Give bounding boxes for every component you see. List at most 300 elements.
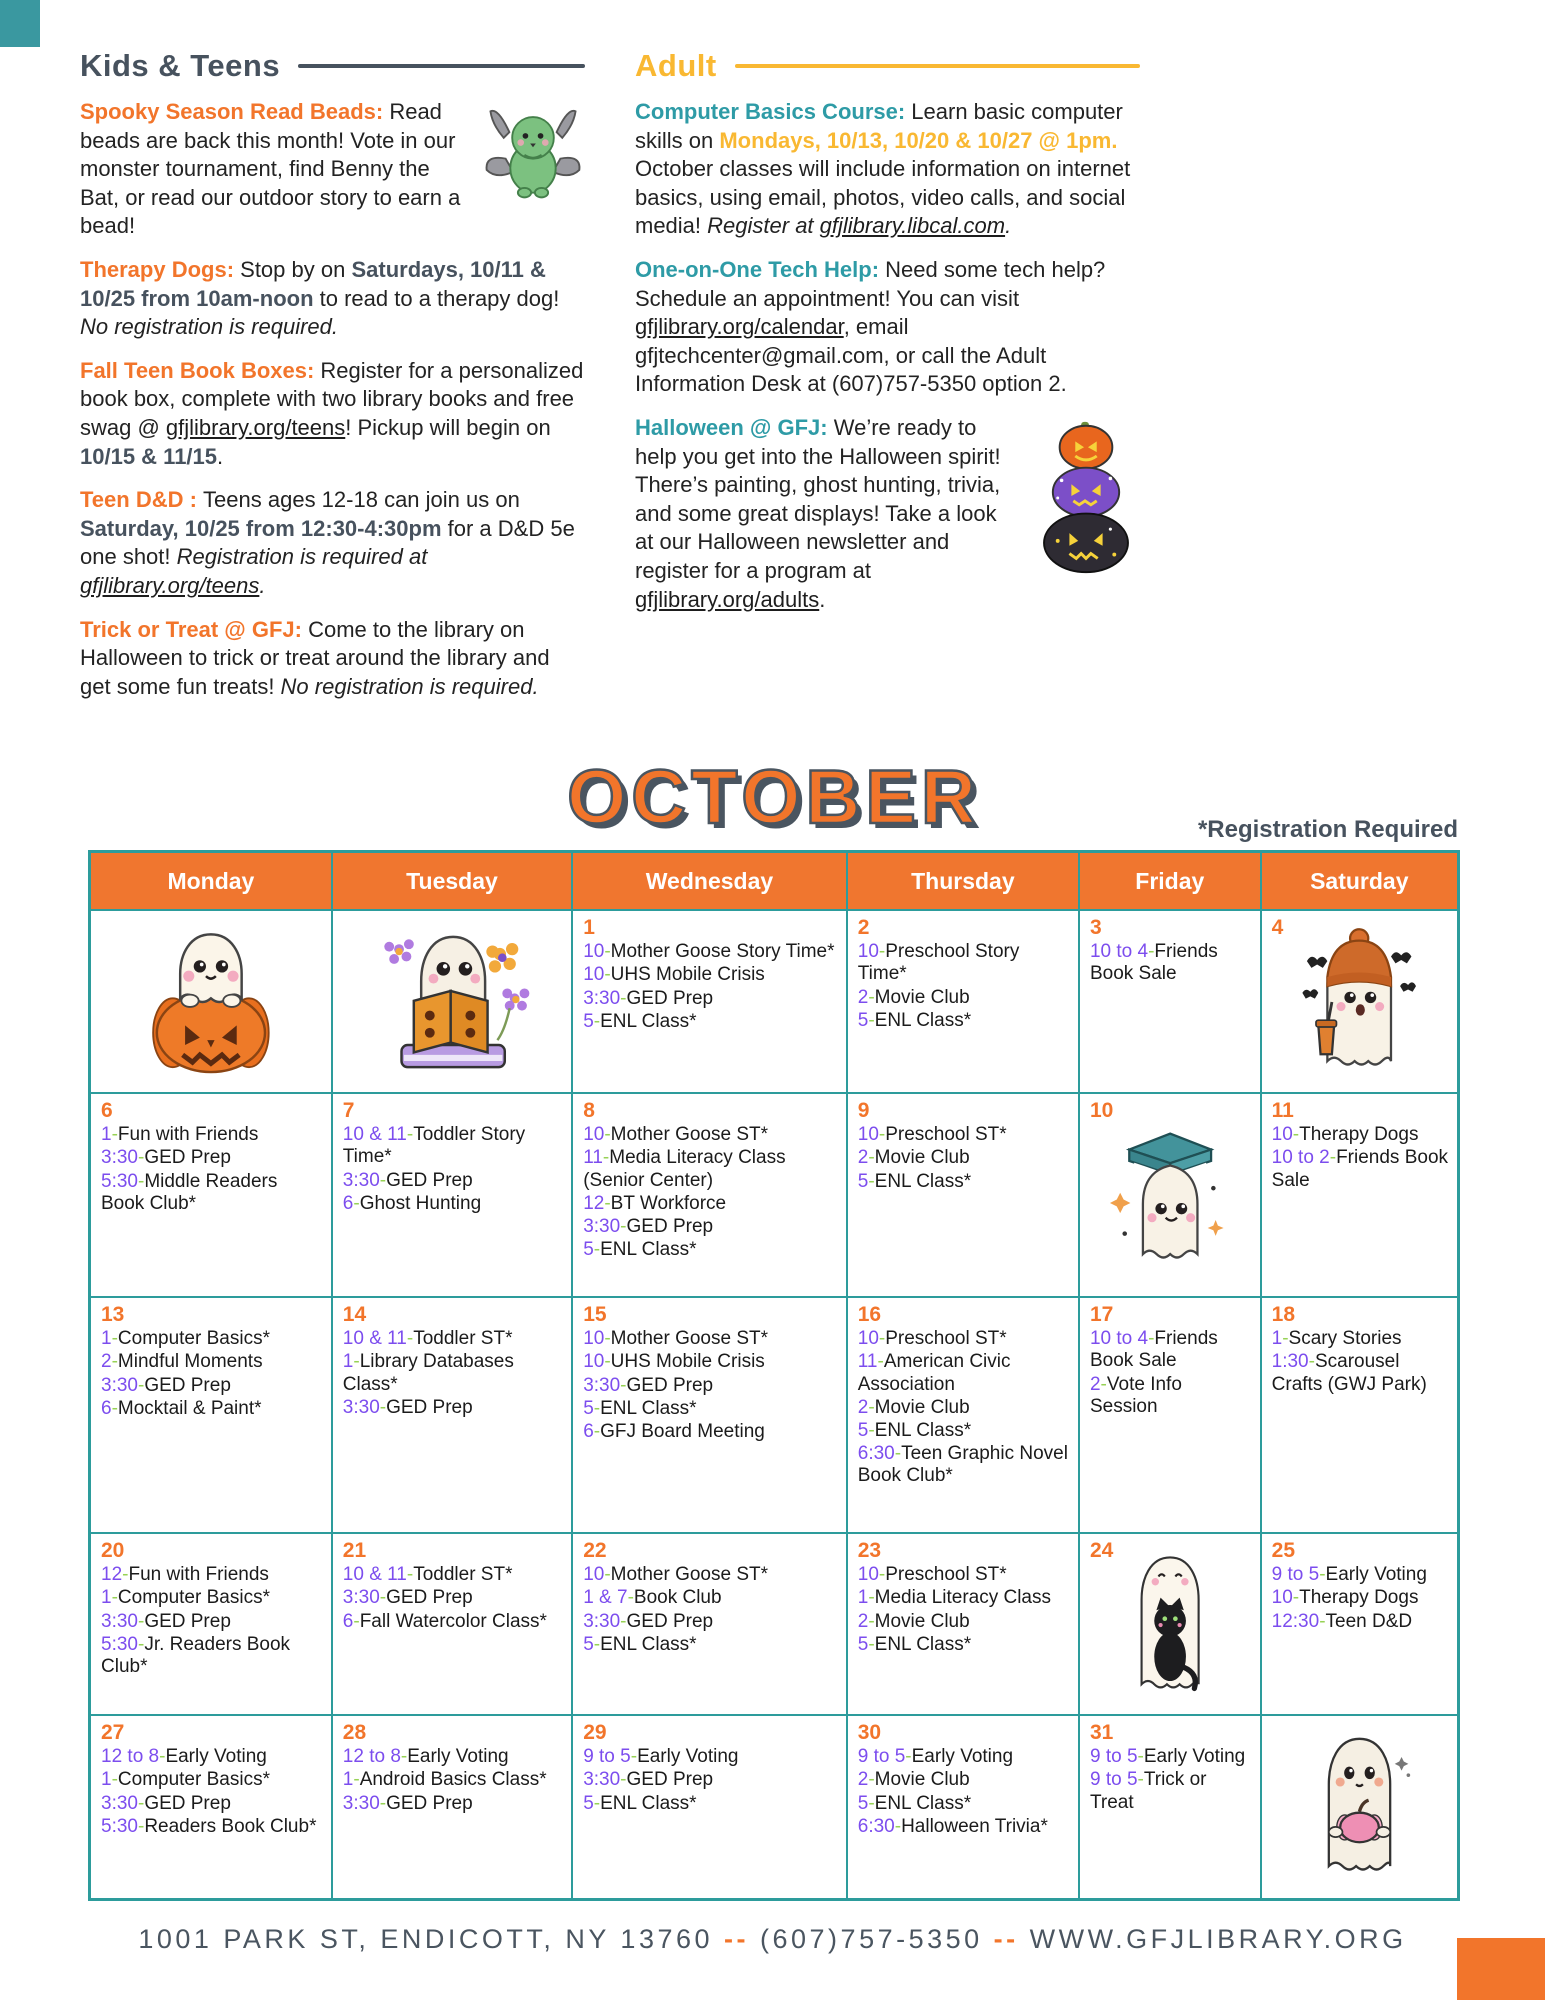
- calendar-event: [583, 988, 838, 1010]
- event-time: 5: [857, 1419, 869, 1441]
- calendar-event: [583, 1239, 838, 1261]
- event-title: BT Workforce: [610, 1192, 727, 1214]
- event-time: 2: [857, 1396, 869, 1418]
- event-title: Mother Goose Story Time*: [610, 941, 835, 963]
- calendar-event: [343, 1397, 563, 1419]
- event-time: 12: [101, 1564, 123, 1586]
- event-title: ENL Class*: [600, 1633, 697, 1655]
- kids-teens-heading: [80, 48, 585, 84]
- event-dash: -: [353, 1610, 360, 1632]
- event-title: Friends Book Sale: [1271, 1147, 1449, 1191]
- date-number: 28: [342, 1721, 367, 1744]
- event-dash: -: [620, 1769, 627, 1791]
- calendar-cell-oct-25: [1262, 1534, 1457, 1716]
- event-dash: -: [111, 1328, 118, 1350]
- event-time: 10: [857, 1124, 879, 1146]
- date-number: 9: [857, 1099, 870, 1122]
- calendar-event: [1090, 1374, 1252, 1418]
- event-title: Mother Goose ST*: [610, 1564, 768, 1586]
- link[interactable]: gfjlibrary.org/teens: [80, 572, 260, 598]
- event-title: GFJ Board Meeting: [600, 1420, 765, 1442]
- text-run: Saturdays, 10/11 & 10/25 from 10am-noon: [80, 256, 546, 311]
- calendar-cell-oct-15: [573, 1298, 848, 1534]
- calendar-event: [101, 1769, 323, 1791]
- orange-corner-decoration: [1457, 1938, 1545, 2000]
- calendar-event: [858, 1147, 1070, 1169]
- calendar-cell-oct-11: [1262, 1094, 1457, 1298]
- calendar-cell-oct-24: [1080, 1534, 1262, 1716]
- calendar-event: [858, 1010, 1070, 1032]
- calendar-cell-oct-31: [1080, 1716, 1262, 1898]
- event-title: Trick or Treat: [1089, 1769, 1207, 1813]
- event-dash: -: [868, 1587, 875, 1609]
- event-title: Early Voting: [1325, 1564, 1427, 1586]
- text-run: .: [819, 586, 826, 612]
- event-dash: -: [159, 1746, 166, 1768]
- event-dash: -: [878, 1564, 886, 1586]
- calendar-event: [343, 1170, 563, 1192]
- event-title: Toddler ST*: [413, 1564, 513, 1586]
- calendar-event: [583, 941, 838, 963]
- event-title: GED Prep: [144, 1147, 231, 1169]
- calendar-event: [583, 1793, 838, 1815]
- event-time: 5: [857, 1170, 869, 1192]
- event-time: 1:30: [1271, 1351, 1309, 1373]
- event-title: Therapy Dogs: [1299, 1124, 1419, 1146]
- calendar-cell-oct-13: [91, 1298, 333, 1534]
- event-dash: -: [878, 1124, 886, 1146]
- event-time: 6: [342, 1610, 354, 1632]
- text-run: We’re ready to help you get into the Halloween spirit! There’s painting, ghost hunting, trivia, and some great displays! Take a look at our Halloween newsletter and register for a program at: [635, 414, 1001, 583]
- event-time: 12 to 8: [342, 1746, 401, 1768]
- event-time: 1 & 7: [583, 1587, 628, 1609]
- event-title: Scarousel Crafts (GWJ Park): [1271, 1351, 1427, 1395]
- event-dash: -: [593, 1010, 601, 1032]
- event-time: 6: [101, 1397, 112, 1419]
- event-time: 9 to 5: [583, 1746, 631, 1768]
- calendar-event: [858, 1611, 1070, 1633]
- day-header-thursday: Thursday: [848, 853, 1080, 911]
- event-dash: -: [1137, 1746, 1144, 1768]
- calendar-event: [1090, 1769, 1252, 1813]
- calendar-cell-oct-18: [1262, 1298, 1457, 1534]
- event-time: 10 to 2: [1271, 1147, 1330, 1169]
- event-title: ENL Class*: [874, 1170, 972, 1192]
- calendar-event: [343, 1351, 563, 1395]
- date-number: 7: [342, 1099, 355, 1122]
- event-time: 10: [583, 964, 605, 986]
- calendar-cell-oct-20: [91, 1534, 333, 1716]
- event-dash: -: [868, 1419, 875, 1441]
- event-time: 5:30: [101, 1815, 138, 1837]
- event-title: Movie Club: [874, 1769, 970, 1791]
- event-time: 10 & 11: [342, 1124, 407, 1146]
- text-run: .: [259, 572, 266, 598]
- event-dash: -: [602, 1147, 610, 1169]
- calendar-event: [343, 1564, 563, 1586]
- event-time: 9 to 5: [1089, 1769, 1138, 1791]
- calendar-event: [858, 1443, 1070, 1487]
- event-time: 3:30: [101, 1610, 138, 1632]
- event-time: 3:30: [583, 1215, 621, 1237]
- pumpkin-stack-icon: [1032, 416, 1140, 576]
- calendar-event: [583, 1769, 838, 1791]
- event-dash: -: [630, 1746, 638, 1768]
- calendar-cell-oct-8: [573, 1094, 848, 1298]
- calendar-event: [1272, 1147, 1449, 1191]
- event-title: Fall Watercolor Class*: [359, 1610, 547, 1632]
- event-time: 12 to 8: [101, 1746, 160, 1768]
- calendar-event: [858, 1328, 1070, 1350]
- date-number: 6: [101, 1099, 113, 1122]
- event-time: 2: [857, 1610, 869, 1632]
- date-number: 14: [342, 1303, 367, 1326]
- calendar-event: [101, 1746, 323, 1768]
- event-title: Fun with Friends: [117, 1124, 259, 1146]
- event-time: 10: [583, 1351, 605, 1373]
- event-title: ENL Class*: [874, 1419, 972, 1441]
- calendar-event: [343, 1124, 563, 1168]
- text-run: Mondays, 10/13, 10/20 & 10/27 @ 1pm.: [719, 127, 1118, 153]
- event-dash: -: [878, 1328, 886, 1350]
- calendar-event: [1272, 1351, 1449, 1395]
- adult-section: [635, 48, 1140, 716]
- event-time: 10: [583, 1328, 605, 1350]
- text-run: Trick or Treat @ GFJ:: [80, 616, 309, 642]
- event-title: Teen D&D: [1325, 1610, 1413, 1632]
- event-dash: -: [868, 1792, 875, 1814]
- one-on-one-tech-help-paragraph: [635, 256, 1140, 399]
- event-time: 10: [583, 1124, 605, 1146]
- calendar-event: [1272, 1611, 1449, 1633]
- calendar-event: [101, 1328, 323, 1350]
- event-dash: -: [406, 1124, 414, 1146]
- event-time: 10 to 4: [1089, 941, 1149, 963]
- event-dash: -: [353, 1769, 360, 1791]
- event-time: 3:30: [583, 1374, 621, 1396]
- event-dash: -: [868, 986, 875, 1008]
- event-title: GED Prep: [144, 1610, 231, 1632]
- calendar-cell-illustration: [91, 911, 333, 1094]
- event-dash: -: [379, 1792, 387, 1814]
- calendar-event: [1090, 941, 1252, 985]
- event-title: Media Literacy Class: [874, 1587, 1051, 1609]
- event-title: GED Prep: [626, 1374, 714, 1396]
- text-run: Therapy Dogs:: [80, 256, 241, 282]
- event-dash: -: [137, 1374, 145, 1396]
- calendar-event: [101, 1611, 323, 1633]
- event-title: Computer Basics*: [117, 1587, 270, 1609]
- event-dash: -: [122, 1564, 129, 1586]
- adult-title: Adult: [635, 48, 717, 83]
- event-time: 2: [857, 1147, 869, 1169]
- text-run: 1001 PARK ST, ENDICOTT, NY 13760: [138, 1924, 725, 1954]
- calendar-cell-oct-30: [848, 1716, 1080, 1898]
- benny-bat-icon: [481, 100, 585, 204]
- event-time: 9 to 5: [857, 1746, 906, 1768]
- event-time: 5: [583, 1239, 594, 1261]
- event-dash: -: [137, 1147, 145, 1169]
- event-time: 3:30: [583, 1769, 621, 1791]
- event-title: Media Literacy Class (Senior Center): [583, 1147, 786, 1191]
- event-dash: -: [137, 1792, 145, 1814]
- link[interactable]: gfjlibrary.org/teens: [165, 414, 346, 440]
- event-time: 3:30: [101, 1147, 138, 1169]
- calendar-event: [101, 1171, 323, 1215]
- event-dash: -: [379, 1169, 387, 1191]
- link[interactable]: gfjlibrary.org/adults: [635, 586, 820, 612]
- event-time: 3:30: [342, 1396, 380, 1418]
- calendar-cell-illustration: [333, 911, 573, 1094]
- spooky-season-read-beads-paragraph: [80, 98, 585, 241]
- kids-teens-rule: [298, 64, 585, 68]
- calendar-event: [1272, 1564, 1449, 1586]
- event-title: Teen Graphic Novel Book Club*: [857, 1443, 1068, 1487]
- calendar-event: [583, 1011, 838, 1033]
- calendar-event: [583, 1564, 838, 1586]
- date-number: 16: [857, 1303, 882, 1326]
- event-time: 2: [857, 986, 869, 1008]
- event-title: ENL Class*: [874, 1792, 972, 1814]
- calendar-event: [343, 1193, 563, 1215]
- event-title: Early Voting: [1143, 1746, 1246, 1768]
- event-dash: -: [604, 1564, 611, 1586]
- day-header-saturday: Saturday: [1262, 853, 1457, 911]
- event-title: Book Club: [633, 1587, 722, 1609]
- event-title: Library Databases Class*: [342, 1351, 514, 1395]
- calendar-event: [583, 1421, 838, 1443]
- event-time: 10 & 11: [342, 1564, 407, 1586]
- ghost-with-beanie-icon: [1262, 911, 1457, 1092]
- date-number: 15: [583, 1303, 607, 1326]
- calendar-event: [101, 1351, 323, 1373]
- calendar-event: [583, 1611, 838, 1633]
- event-dash: -: [593, 1633, 601, 1655]
- event-title: Mother Goose ST*: [610, 1124, 768, 1146]
- calendar-cell-oct-17: [1080, 1298, 1262, 1534]
- event-dash: -: [604, 1192, 611, 1214]
- date-number: 31: [1089, 1721, 1114, 1744]
- event-time: 2: [1089, 1373, 1101, 1395]
- event-title: GED Prep: [626, 1769, 714, 1791]
- calendar-event: [858, 987, 1070, 1009]
- text-run: Register for a personalized book box, complete with two library books and free swag @: [80, 357, 584, 440]
- ghost-book-hat-icon: [1080, 1094, 1260, 1296]
- event-time: 10: [583, 1564, 605, 1586]
- calendar-event: [583, 1634, 838, 1656]
- ghost-in-pumpkin-icon: [91, 911, 331, 1092]
- kids-teens-title: Kids & Teens: [80, 48, 281, 83]
- calendar-event: [1090, 1746, 1252, 1768]
- calendar-cell-oct-23: [848, 1534, 1080, 1716]
- text-run: Stop by on: [240, 256, 352, 282]
- text-run: ! Pickup will begin on: [345, 414, 551, 440]
- trick-or-treat-paragraph: [80, 616, 585, 702]
- kids-teens-paragraphs: [80, 98, 585, 701]
- event-time: 10: [1271, 1587, 1293, 1609]
- calendar-event: [101, 1564, 323, 1586]
- calendar-event: [583, 1746, 838, 1768]
- calendar-event: [1090, 1328, 1252, 1372]
- calendar-cell-oct-10: [1080, 1094, 1262, 1298]
- event-title: ENL Class*: [600, 1239, 697, 1261]
- event-title: GED Prep: [386, 1792, 473, 1814]
- text-run: for a D&D 5e one shot!: [80, 515, 575, 570]
- event-title: Jr. Readers Book Club*: [101, 1633, 291, 1677]
- event-title: Ghost Hunting: [359, 1192, 482, 1214]
- event-title: ENL Class*: [874, 1009, 972, 1031]
- text-run: WWW.GFJLIBRARY.ORG: [1029, 1924, 1407, 1954]
- calendar-cell-oct-3: [1080, 911, 1262, 1094]
- text-run: Spooky Season Read Beads:: [80, 99, 390, 124]
- date-number: 3: [1089, 916, 1102, 939]
- event-dash: -: [877, 1351, 884, 1373]
- event-dash: -: [868, 1769, 875, 1791]
- event-time: 5: [857, 1009, 869, 1031]
- link[interactable]: gfjlibrary.libcal.com: [819, 213, 1006, 239]
- teen-dnd-paragraph: [80, 486, 585, 600]
- event-time: 5:30: [101, 1633, 138, 1655]
- event-dash: -: [868, 1147, 875, 1169]
- calendar-event: [101, 1147, 323, 1169]
- event-time: 6: [583, 1420, 594, 1442]
- event-time: 11: [583, 1147, 603, 1169]
- text-run: Learn basic computer skills on: [635, 99, 1123, 153]
- event-dash: -: [593, 1239, 601, 1261]
- event-time: 1: [1271, 1328, 1283, 1350]
- day-header-tuesday: Tuesday: [333, 853, 573, 911]
- event-dash: -: [878, 941, 886, 963]
- event-title: Preschool Story Time*: [857, 941, 1020, 985]
- event-time: 10: [857, 1328, 879, 1350]
- event-title: Movie Club: [874, 1147, 970, 1169]
- calendar-cell-oct-29: [573, 1716, 848, 1898]
- event-dash: -: [593, 1397, 601, 1419]
- event-dash: -: [111, 1351, 118, 1373]
- event-dash: -: [868, 1633, 875, 1655]
- event-dash: -: [604, 964, 611, 986]
- event-time: 5: [583, 1792, 594, 1814]
- calendar-event: [343, 1746, 563, 1768]
- footer-address-line: [0, 1924, 1545, 1955]
- date-number: 23: [857, 1539, 882, 1562]
- text-run: to read to a therapy dog!: [313, 285, 560, 311]
- calendar-event: [858, 1634, 1070, 1656]
- date-number: 1: [583, 916, 595, 939]
- day-header-monday: Monday: [91, 853, 333, 911]
- event-title: ENL Class*: [600, 1010, 697, 1032]
- event-title: ENL Class*: [600, 1792, 697, 1814]
- date-number: 21: [342, 1539, 367, 1562]
- event-time: 3:30: [342, 1587, 380, 1609]
- event-time: 6:30: [857, 1815, 895, 1837]
- text-run: Halloween @ GFJ:: [635, 414, 834, 440]
- event-dash: -: [400, 1746, 408, 1768]
- halloween-at-gfj-paragraph: [635, 414, 1140, 614]
- calendar-event: [858, 1793, 1070, 1815]
- event-title: Therapy Dogs: [1299, 1587, 1419, 1609]
- calendar-cell-oct-21: [333, 1534, 573, 1716]
- event-title: Movie Club: [874, 1610, 970, 1632]
- text-run: --: [993, 1924, 1030, 1954]
- calendar-event: [583, 1124, 838, 1146]
- calendar-event: [858, 1171, 1070, 1193]
- calendar-cell-oct-22: [573, 1534, 848, 1716]
- event-time: 12:30: [1271, 1610, 1320, 1632]
- event-title: Early Voting: [637, 1746, 739, 1768]
- text-run: --: [724, 1924, 761, 1954]
- calendar-event: [858, 1746, 1070, 1768]
- event-time: 3:30: [342, 1792, 380, 1814]
- day-header-wednesday: Wednesday: [573, 853, 848, 911]
- calendar-cell-oct-16: [848, 1298, 1080, 1534]
- event-time: 1: [101, 1124, 112, 1146]
- event-dash: -: [137, 1815, 145, 1837]
- event-dash: -: [1292, 1124, 1300, 1146]
- link[interactable]: gfjlibrary.org/calendar: [635, 314, 844, 340]
- text-run: Register at: [707, 213, 820, 239]
- event-time: 5: [857, 1792, 869, 1814]
- event-time: 1: [101, 1328, 112, 1350]
- event-time: 5: [583, 1397, 594, 1419]
- event-title: Fun with Friends: [128, 1564, 269, 1586]
- text-run: 10/15 & 11/15: [80, 443, 218, 469]
- event-title: Preschool ST*: [885, 1564, 1007, 1586]
- calendar-event: [858, 1351, 1070, 1395]
- calendar-event: [858, 1564, 1070, 1586]
- event-dash: -: [1292, 1587, 1300, 1609]
- adult-paragraphs: [635, 98, 1140, 614]
- event-dash: -: [1329, 1147, 1337, 1169]
- event-title: Movie Club: [874, 986, 970, 1008]
- kids-teens-section: [80, 48, 585, 716]
- date-number: 13: [101, 1303, 125, 1326]
- event-dash: -: [868, 1170, 875, 1192]
- calendar-cell-oct-9: [848, 1094, 1080, 1298]
- event-dash: -: [627, 1587, 634, 1609]
- date-number: 25: [1271, 1539, 1295, 1562]
- event-dash: -: [620, 987, 627, 1009]
- calendar-event: [858, 1587, 1070, 1609]
- event-time: 2: [101, 1351, 112, 1373]
- date-number: 2: [857, 916, 870, 939]
- event-dash: -: [620, 1374, 627, 1396]
- event-title: Early Voting: [911, 1746, 1014, 1768]
- event-time: 1: [342, 1769, 354, 1791]
- event-dash: -: [406, 1564, 414, 1586]
- event-time: 10: [583, 941, 605, 963]
- event-dash: -: [604, 1124, 611, 1146]
- event-time: 10: [1271, 1124, 1293, 1146]
- top-columns: [80, 48, 1470, 716]
- event-time: 5: [583, 1633, 594, 1655]
- calendar-cell-oct-1: [573, 911, 848, 1094]
- event-title: Movie Club: [874, 1396, 970, 1418]
- event-dash: -: [379, 1396, 387, 1418]
- event-title: ENL Class*: [600, 1397, 697, 1419]
- event-title: Toddler Story Time*: [342, 1124, 526, 1168]
- event-time: 10: [857, 941, 879, 963]
- event-time: 6: [342, 1192, 354, 1214]
- event-title: Mother Goose ST*: [610, 1328, 768, 1350]
- calendar-event: [343, 1769, 563, 1791]
- calendar-event: [858, 1816, 1070, 1838]
- event-time: 2: [857, 1769, 869, 1791]
- calendar-event: [583, 1216, 838, 1238]
- calendar-event: [583, 1328, 838, 1350]
- date-number: 29: [583, 1721, 607, 1744]
- event-title: GED Prep: [386, 1169, 473, 1191]
